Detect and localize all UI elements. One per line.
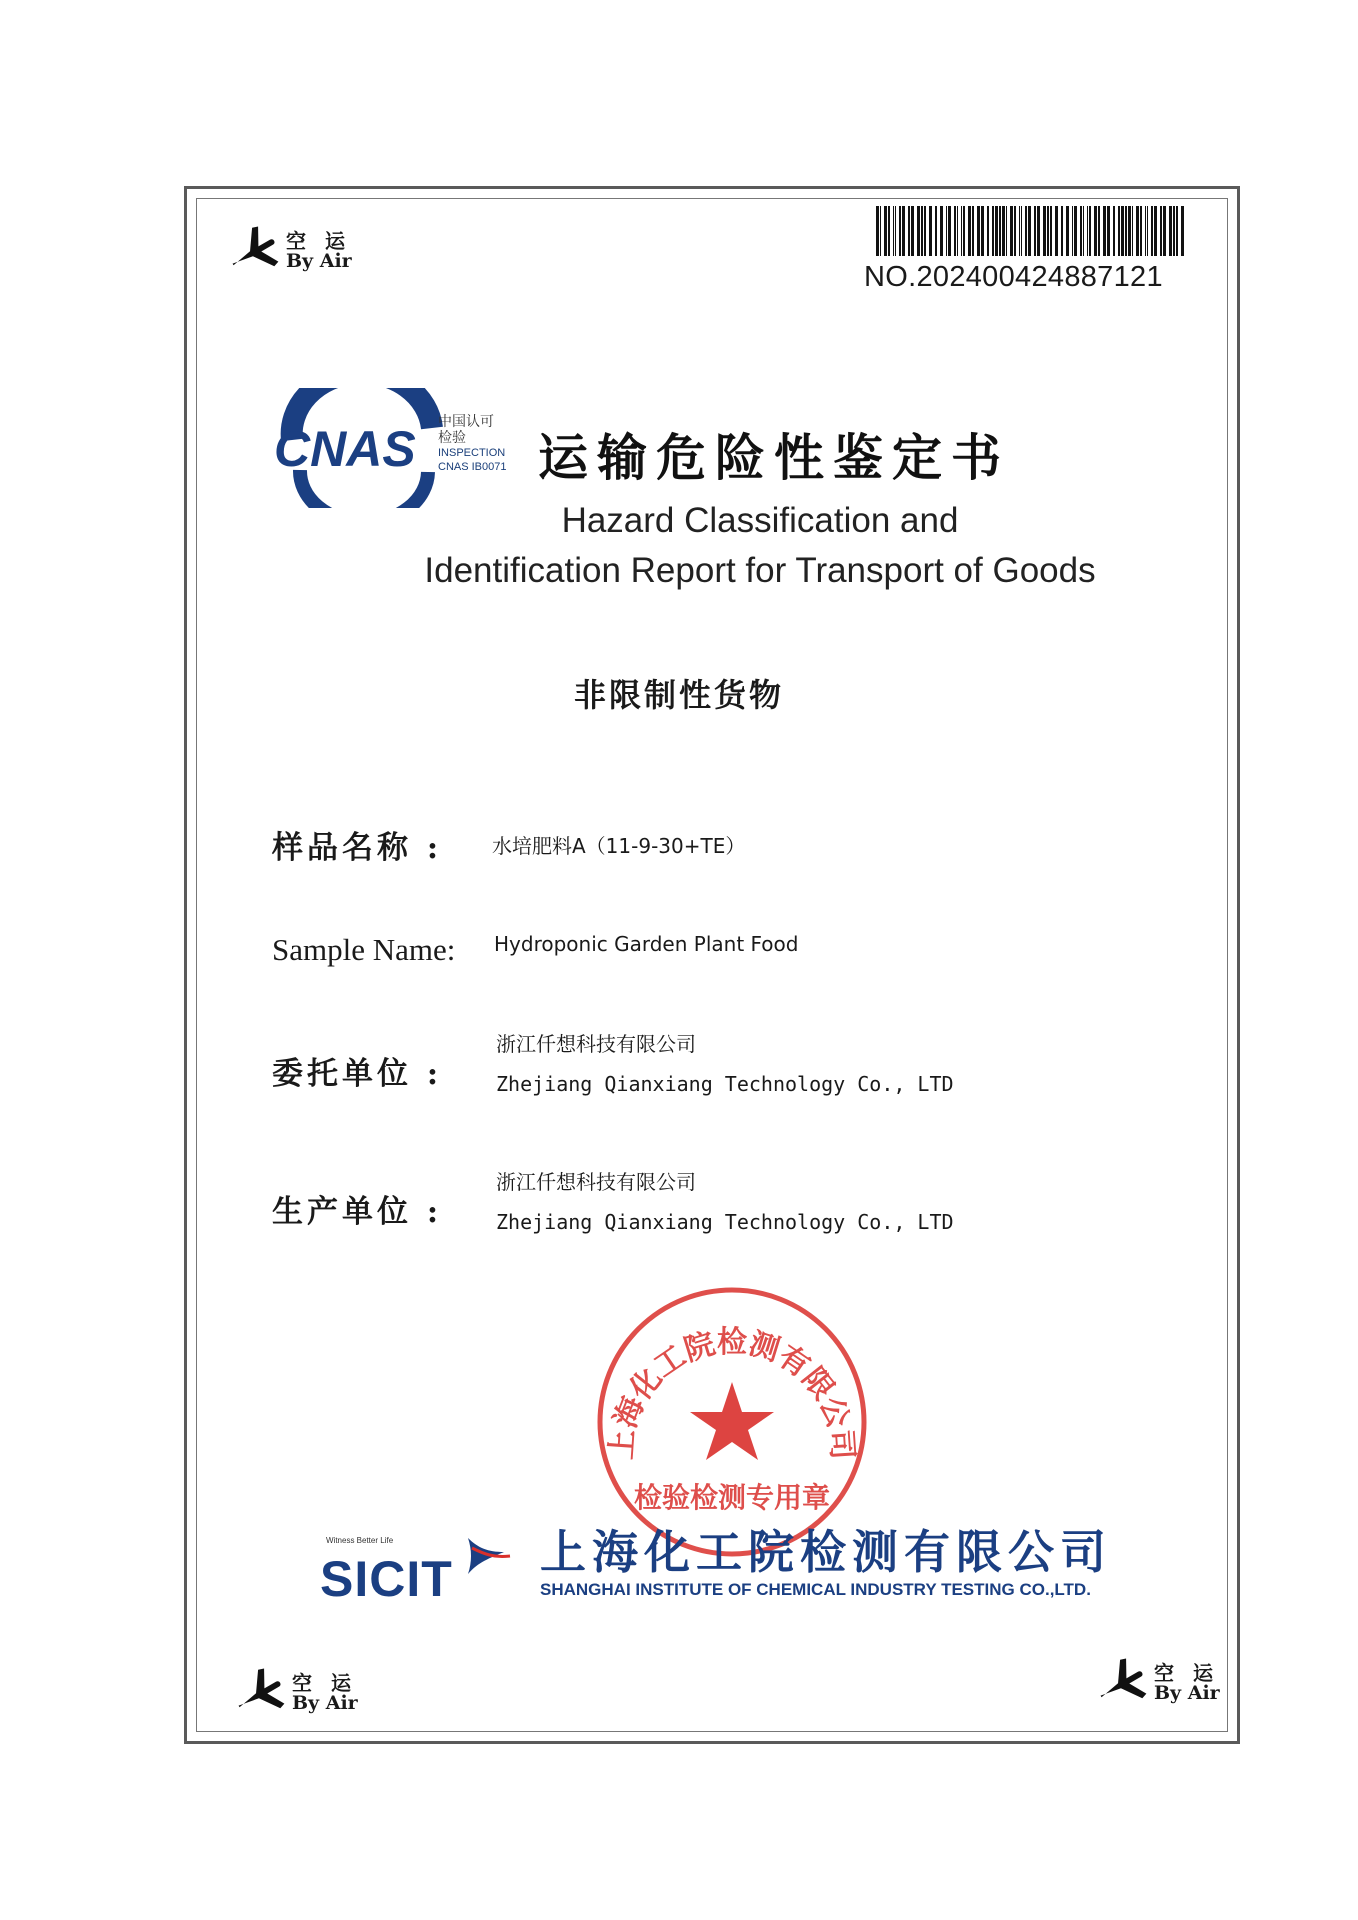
manufacturer-en: Zhejiang Qianxiang Technology Co., LTD bbox=[496, 1210, 954, 1234]
barcode bbox=[876, 206, 1184, 256]
barcode-bar bbox=[995, 206, 998, 256]
barcode-bar bbox=[946, 206, 947, 256]
barcode-bar bbox=[1181, 206, 1184, 256]
barcode-bar bbox=[999, 206, 1001, 256]
airplane-icon bbox=[1090, 1654, 1148, 1712]
barcode-bar bbox=[1006, 206, 1007, 256]
manufacturer-cn: 浙江仟想科技有限公司 bbox=[496, 1170, 696, 1194]
barcode-bar bbox=[1098, 206, 1100, 256]
barcode-bar bbox=[1176, 206, 1178, 256]
barcode-bar bbox=[888, 206, 890, 256]
by-air-en: By Air bbox=[1154, 1681, 1220, 1704]
sample-name-en-value: Hydroponic Garden Plant Food bbox=[494, 932, 799, 956]
barcode-bar bbox=[921, 206, 923, 256]
sicit-tagline: Witness Better Life bbox=[326, 1536, 394, 1545]
barcode-bar bbox=[1094, 206, 1097, 256]
barcode-bar bbox=[963, 206, 965, 256]
barcode-bar bbox=[1002, 206, 1005, 256]
barcode-bar bbox=[1043, 206, 1046, 256]
institute-name-en: SHANGHAI INSTITUTE OF CHEMICAL INDUSTRY TESTING CO.,LTD. bbox=[540, 1580, 1091, 1599]
by-air-en: By Air bbox=[292, 1691, 358, 1714]
barcode-bar bbox=[1066, 206, 1069, 256]
barcode-bar bbox=[957, 206, 958, 256]
barcode-bar bbox=[1072, 206, 1073, 256]
barcode-bar bbox=[1089, 206, 1091, 256]
barcode-bar bbox=[1160, 206, 1162, 256]
seal-ring-text: 上海化工院检测有限公司 bbox=[604, 1324, 860, 1461]
by-air-en: By Air bbox=[286, 249, 352, 272]
cnas-side-en: INSPECTION bbox=[438, 447, 506, 459]
barcode-bar bbox=[1107, 206, 1110, 256]
barcode-bar bbox=[981, 206, 984, 256]
barcode-bar bbox=[968, 206, 971, 256]
barcode-bar bbox=[1080, 206, 1082, 256]
cnas-side-text bbox=[438, 414, 506, 474]
by-air-cn: 空 运 bbox=[286, 228, 351, 253]
barcode-bar bbox=[893, 206, 894, 256]
barcode-bar bbox=[917, 206, 920, 256]
barcode-bar bbox=[1125, 206, 1127, 256]
barcode-bar bbox=[1037, 206, 1040, 256]
barcode-bar bbox=[1132, 206, 1133, 256]
title-en bbox=[350, 496, 1170, 596]
barcode-bar bbox=[1014, 206, 1016, 256]
cnas-side-cn: 中国认可 bbox=[438, 414, 494, 430]
barcode-bar bbox=[929, 206, 932, 256]
sample-name-en-label: Sample Name: bbox=[272, 932, 456, 967]
barcode-bar bbox=[977, 206, 980, 256]
barcode-bar bbox=[884, 206, 887, 256]
barcode-bar bbox=[992, 206, 994, 256]
barcode-bar bbox=[961, 206, 962, 256]
barcode-bar bbox=[1163, 206, 1166, 256]
barcode-bar bbox=[1074, 206, 1077, 256]
report-number: NO.202400424887121 bbox=[864, 261, 1163, 293]
barcode-bar bbox=[1055, 206, 1058, 256]
barcode-bar bbox=[1019, 206, 1020, 256]
barcode-bar bbox=[899, 206, 901, 256]
barcode-bar bbox=[1034, 206, 1036, 256]
barcode-bar bbox=[1140, 206, 1142, 256]
seal-bottom-text: 检验检测专用章 bbox=[633, 1481, 831, 1514]
barcode-bar bbox=[935, 206, 937, 256]
by-air-badge-bottom-right bbox=[1090, 1654, 1220, 1712]
barcode-bar bbox=[895, 206, 896, 256]
barcode-bar bbox=[1028, 206, 1031, 256]
barcode-bar bbox=[1169, 206, 1172, 256]
barcode-bar bbox=[1151, 206, 1153, 256]
sicit-wordmark: SICIT bbox=[320, 1551, 453, 1607]
cnas-side-code: CNAS IB0071 bbox=[438, 461, 507, 473]
by-air-cn: 空 运 bbox=[292, 1670, 357, 1695]
title-cn: 运输危险性鉴定书 bbox=[538, 428, 1010, 487]
barcode-block bbox=[864, 206, 1184, 294]
barcode-bar bbox=[1118, 206, 1120, 256]
barcode-bar bbox=[940, 206, 943, 256]
client-cn: 浙江仟想科技有限公司 bbox=[496, 1032, 696, 1056]
barcode-bar bbox=[1154, 206, 1157, 256]
barcode-bar bbox=[1103, 206, 1106, 256]
barcode-bar bbox=[954, 206, 956, 256]
airplane-icon bbox=[222, 222, 280, 280]
barcode-bar bbox=[1025, 206, 1027, 256]
barcode-bar bbox=[1047, 206, 1049, 256]
barcode-bar bbox=[1147, 206, 1148, 256]
by-air-cn: 空 运 bbox=[1154, 1660, 1219, 1685]
barcode-bar bbox=[924, 206, 926, 256]
barcode-bar bbox=[880, 206, 881, 256]
barcode-bar bbox=[1061, 206, 1063, 256]
barcode-bar bbox=[908, 206, 910, 256]
client-en: Zhejiang Qianxiang Technology Co., LTD bbox=[496, 1072, 954, 1096]
barcode-bar bbox=[902, 206, 905, 256]
barcode-bar bbox=[987, 206, 989, 256]
barcode-bar bbox=[1050, 206, 1052, 256]
barcode-bar bbox=[1021, 206, 1022, 256]
barcode-bar bbox=[1121, 206, 1124, 256]
title-en-line1: Hazard Classification and bbox=[561, 501, 959, 540]
institute-name-cn: 上海化工院检测有限公司 bbox=[540, 1525, 1112, 1579]
manufacturer-label: 生产单位 : bbox=[272, 1194, 443, 1230]
barcode-bar bbox=[948, 206, 951, 256]
barcode-bar bbox=[876, 206, 879, 256]
cnas-side-cn2: 检验 bbox=[438, 430, 466, 446]
barcode-bar bbox=[1173, 206, 1175, 256]
barcode-bar bbox=[1128, 206, 1131, 256]
barcode-bar bbox=[1145, 206, 1146, 256]
by-air-badge-bottom-left bbox=[228, 1664, 358, 1722]
sample-name-cn-label: 样品名称 : bbox=[272, 830, 443, 866]
cnas-logo-text: CNAS bbox=[274, 421, 416, 477]
barcode-bar bbox=[1083, 206, 1084, 256]
client-label: 委托单位 : bbox=[272, 1056, 443, 1092]
airplane-icon bbox=[228, 1664, 286, 1722]
barcode-bar bbox=[1010, 206, 1013, 256]
by-air-badge-top-left bbox=[222, 222, 352, 280]
barcode-bar bbox=[1136, 206, 1139, 256]
barcode-bar bbox=[1087, 206, 1088, 256]
sample-name-cn-value: 水培肥料A（11-9-30+TE） bbox=[492, 834, 746, 858]
barcode-bar bbox=[911, 206, 914, 256]
barcode-bar bbox=[972, 206, 974, 256]
barcode-bar bbox=[1113, 206, 1115, 256]
title-en-line2: Identification Report for Transport of Goods bbox=[424, 551, 1096, 590]
cargo-type: 非限制性货物 bbox=[573, 676, 784, 714]
seal-star-icon bbox=[690, 1382, 774, 1460]
